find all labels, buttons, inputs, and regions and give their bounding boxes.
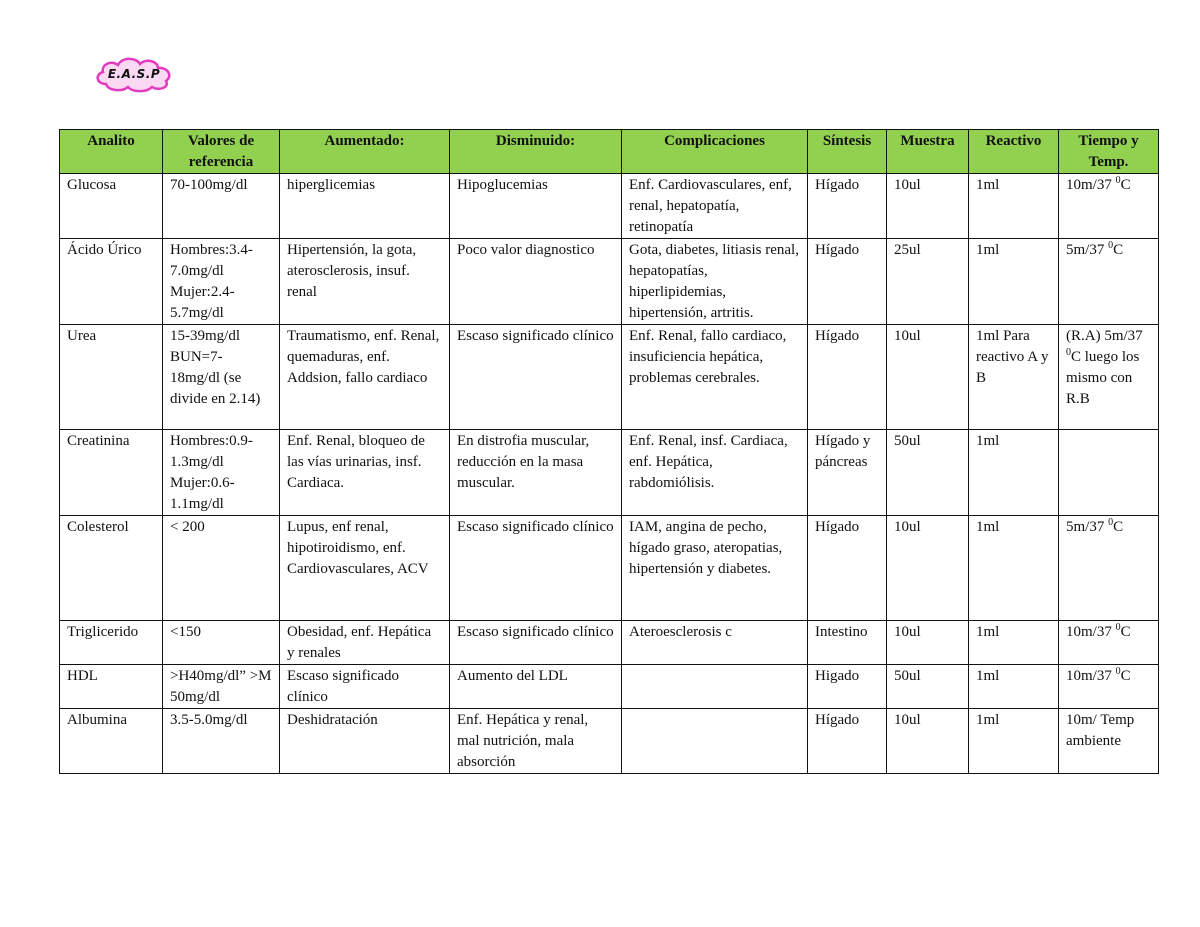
cell-tiempo <box>1059 665 1159 709</box>
header-disminuido: Disminuido: <box>450 130 622 174</box>
cell-muestra: 50ul <box>887 430 969 516</box>
cell-complicaciones: Ateroesclerosis c <box>622 621 808 665</box>
cell-muestra: 25ul <box>887 239 969 325</box>
cell-reactivo: 1ml <box>969 516 1059 621</box>
cell-valores: 70-100mg/dl <box>163 174 280 239</box>
cell-tiempo <box>1059 621 1159 665</box>
cell-complicaciones <box>622 709 808 774</box>
cell-aumentado: Lupus, enf renal, hipotiroidismo, enf. Cardiovasculares, ACV <box>280 516 450 621</box>
table-row <box>60 621 1159 665</box>
tiempo-unit: C <box>1120 624 1131 640</box>
cell-sintesis: Hígado y páncreas <box>808 430 887 516</box>
cell-muestra: 50ul <box>887 665 969 709</box>
cell-sintesis: Higado <box>808 665 887 709</box>
tiempo-unit: C <box>1120 668 1131 684</box>
cell-valores: >H40mg/dl” >M 50mg/dl <box>163 665 280 709</box>
tiempo-text: 10m/37 <box>1066 668 1116 684</box>
cell-tiempo <box>1059 325 1159 430</box>
header-row <box>60 130 1159 174</box>
cell-disminuido: Aumento del LDL <box>450 665 622 709</box>
tiempo-degree: 0 <box>1066 347 1071 358</box>
header-muestra: Muestra <box>887 130 969 174</box>
cell-analito: HDL <box>60 665 163 709</box>
cell-analito: Glucosa <box>60 174 163 239</box>
cell-aumentado: hiperglicemias <box>280 174 450 239</box>
cell-reactivo: 1ml <box>969 239 1059 325</box>
tiempo-text: 10m/37 <box>1066 177 1116 193</box>
tiempo-degree: 0 <box>1115 175 1121 186</box>
cell-sintesis: Intestino <box>808 621 887 665</box>
cell-disminuido: Escaso significado clínico <box>450 325 622 430</box>
cell-complicaciones: IAM, angina de pecho, hígado graso, ateropatias, hipertensión y diabetes. <box>622 516 808 621</box>
tiempo-degree: 0 <box>1115 622 1121 633</box>
cell-valores: Hombres:0.9-1.3mg/dl Mujer:0.6-1.1mg/dl <box>163 430 280 516</box>
cell-reactivo: 1ml <box>969 621 1059 665</box>
tiempo-text: 10m/ Temp ambiente <box>1066 712 1135 749</box>
header-complicaciones: Complicaciones <box>622 130 808 174</box>
table-row <box>60 516 1159 621</box>
tiempo-degree: 0 <box>1108 517 1114 528</box>
cell-aumentado: Enf. Renal, bloqueo de las vías urinarias, insf. Cardiaca. <box>280 430 450 516</box>
table-row <box>60 709 1159 774</box>
cell-tiempo <box>1059 239 1159 325</box>
cell-sintesis: Hígado <box>808 174 887 239</box>
cell-sintesis: Hígado <box>808 709 887 774</box>
cell-disminuido: Escaso significado clínico <box>450 621 622 665</box>
tiempo-unit: C luego los mismo con R.B <box>1066 349 1140 407</box>
header-sintesis: Síntesis <box>808 130 887 174</box>
cell-analito: Ácido Úrico <box>60 239 163 325</box>
cell-reactivo: 1ml <box>969 709 1059 774</box>
table-row <box>60 430 1159 516</box>
table-row <box>60 325 1159 430</box>
cell-disminuido: En distrofia muscular, reducción en la masa muscular. <box>450 430 622 516</box>
cell-tiempo <box>1059 516 1159 621</box>
cell-aumentado: Hipertensión, la gota, aterosclerosis, insuf. renal <box>280 239 450 325</box>
table-row <box>60 174 1159 239</box>
header-reactivo: Reactivo <box>969 130 1059 174</box>
cell-sintesis: Hígado <box>808 325 887 430</box>
tiempo-text: (R.A) 5m/37 <box>1066 328 1143 344</box>
tiempo-unit: C <box>1113 242 1124 258</box>
cell-aumentado: Escaso significado clínico <box>280 665 450 709</box>
cell-complicaciones: Enf. Renal, fallo cardiaco, insuficiencia hepática, problemas cerebrales. <box>622 325 808 430</box>
cell-valores: Hombres:3.4-7.0mg/dl Mujer:2.4-5.7mg/dl <box>163 239 280 325</box>
cell-disminuido: Enf. Hepática y renal, mal nutrición, mala absorción <box>450 709 622 774</box>
cell-sintesis: Hígado <box>808 239 887 325</box>
header-aumentado: Aumentado: <box>280 130 450 174</box>
cell-muestra: 10ul <box>887 174 969 239</box>
cell-disminuido: Poco valor diagnostico <box>450 239 622 325</box>
cell-tiempo <box>1059 709 1159 774</box>
cell-tiempo <box>1059 174 1159 239</box>
cell-reactivo: 1ml <box>969 665 1059 709</box>
cell-reactivo: 1ml Para reactivo A y B <box>969 325 1059 430</box>
cell-disminuido: Escaso significado clínico <box>450 516 622 621</box>
tiempo-degree: 0 <box>1115 666 1121 677</box>
logo-text: E.A.S.P <box>107 67 161 81</box>
cell-aumentado: Obesidad, enf. Hepática y renales <box>280 621 450 665</box>
cell-reactivo: 1ml <box>969 430 1059 516</box>
cell-aumentado: Deshidratación <box>280 709 450 774</box>
cell-complicaciones: Gota, diabetes, litiasis renal, hepatopatías, hiperlipidemias, hipertensión, artritis. <box>622 239 808 325</box>
cell-muestra: 10ul <box>887 516 969 621</box>
cell-complicaciones: Enf. Renal, insf. Cardiaca, enf. Hepática, rabdomiólisis. <box>622 430 808 516</box>
tiempo-unit: C <box>1113 519 1124 535</box>
analytes-table <box>59 129 1159 774</box>
cell-muestra: 10ul <box>887 621 969 665</box>
cell-reactivo: 1ml <box>969 174 1059 239</box>
cell-analito: Creatinina <box>60 430 163 516</box>
header-tiempo: Tiempo y Temp. <box>1059 130 1159 174</box>
tiempo-text: 5m/37 <box>1066 519 1109 535</box>
cell-valores: < 200 <box>163 516 280 621</box>
cell-aumentado: Traumatismo, enf. Renal, quemaduras, enf. Addsion, fallo cardiaco <box>280 325 450 430</box>
cell-analito: Albumina <box>60 709 163 774</box>
cell-muestra: 10ul <box>887 325 969 430</box>
table-row <box>60 665 1159 709</box>
header-valores: Valores de referencia <box>163 130 280 174</box>
cell-analito: Urea <box>60 325 163 430</box>
cell-valores: 3.5-5.0mg/dl <box>163 709 280 774</box>
table-row <box>60 239 1159 325</box>
cell-analito: Colesterol <box>60 516 163 621</box>
header-analito: Analito <box>60 130 163 174</box>
tiempo-text: 5m/37 <box>1066 242 1109 258</box>
cell-complicaciones <box>622 665 808 709</box>
tiempo-text: 10m/37 <box>1066 624 1116 640</box>
cell-disminuido: Hipoglucemias <box>450 174 622 239</box>
cell-valores: <150 <box>163 621 280 665</box>
tiempo-unit: C <box>1120 177 1131 193</box>
cell-valores: 15-39mg/dl BUN=7-18mg/dl (se divide en 2.14) <box>163 325 280 430</box>
tiempo-degree: 0 <box>1108 240 1114 251</box>
cell-complicaciones: Enf. Cardiovasculares, enf, renal, hepatopatía, retinopatía <box>622 174 808 239</box>
cell-tiempo <box>1059 430 1159 516</box>
cell-muestra: 10ul <box>887 709 969 774</box>
cell-sintesis: Hígado <box>808 516 887 621</box>
cell-analito: Triglicerido <box>60 621 163 665</box>
logo <box>92 54 176 94</box>
